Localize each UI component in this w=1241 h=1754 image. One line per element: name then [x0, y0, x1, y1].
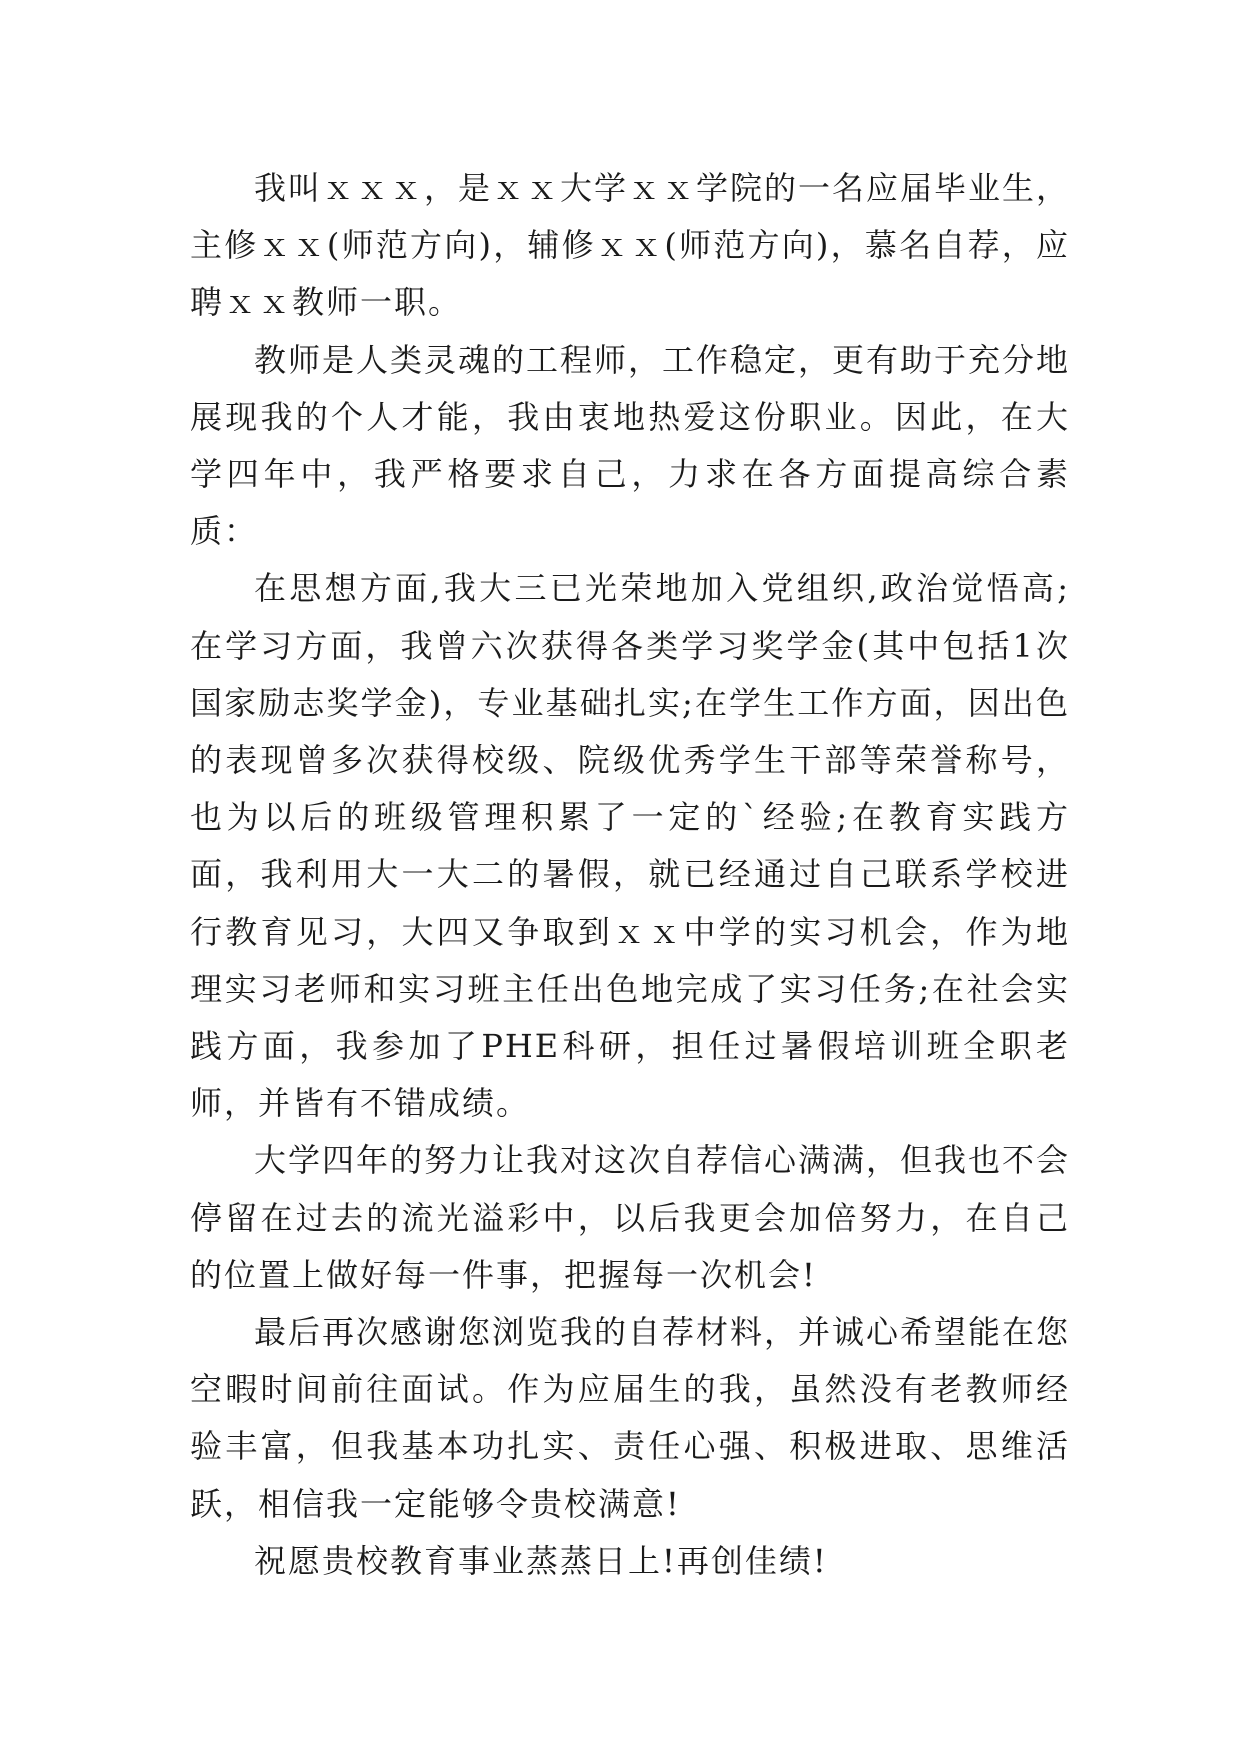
- paragraph-blessing: 祝愿贵校教育事业蒸蒸日上!再创佳绩!: [254, 1541, 828, 1580]
- paragraph-closing: 最后再次感谢您浏览我的自荐材料，并诚心希望能在您空暇时间前往面试。作为应届生的我，虽然没有老教师经验丰富，但我基本功扎实、责任心强、积极进取、思维活跃，相信我一定能够令贵校满意!: [190, 1313, 1071, 1523]
- paragraph-introduction: 我叫ｘｘｘ，是ｘｘ大学ｘｘ学院的一名应届毕业生，主修ｘｘ(师范方向)，辅修ｘｘ(师范方向)，慕名自荐，应聘ｘｘ教师一职。: [190, 169, 1071, 322]
- letter-body: [190, 160, 1070, 1590]
- paragraph-motivation: 教师是人类灵魂的工程师，工作稳定，更有助于充分地展现我的个人才能，我由衷地热爱这份职业。因此，在大学四年中，我严格要求自己，力求在各方面提高综合素质：: [190, 340, 1071, 551]
- paragraph-achievements: 在思想方面,我大三已光荣地加入党组织,政治觉悟高;在学习方面，我曾六次获得各类学习奖学金(其中包括1次国家励志奖学金)，专业基础扎实;在学生工作方面，因出色的表现曾多次获得校级、院级优秀学生干部等荣誉称号，也为以后的班级管理积累了一定的`经验;在教育实践方面，我利用大一大二的暑假，就已经通过自己联系学校进行教育见习，大四又争取到ｘｘ中学的实习机会，作为地理实习老师和实习班主任出色地完成了实习任务;在社会实践方面，我参加了PHE科研，担任过暑假培训班全职老师，并皆有不错成绩。: [190, 569, 1070, 1123]
- paragraph-commitment: 大学四年的努力让我对这次自荐信心满满，但我也不会停留在过去的流光溢彩中，以后我更会加倍努力，在自己的位置上做好每一件事，把握每一次机会!: [190, 1141, 1071, 1294]
